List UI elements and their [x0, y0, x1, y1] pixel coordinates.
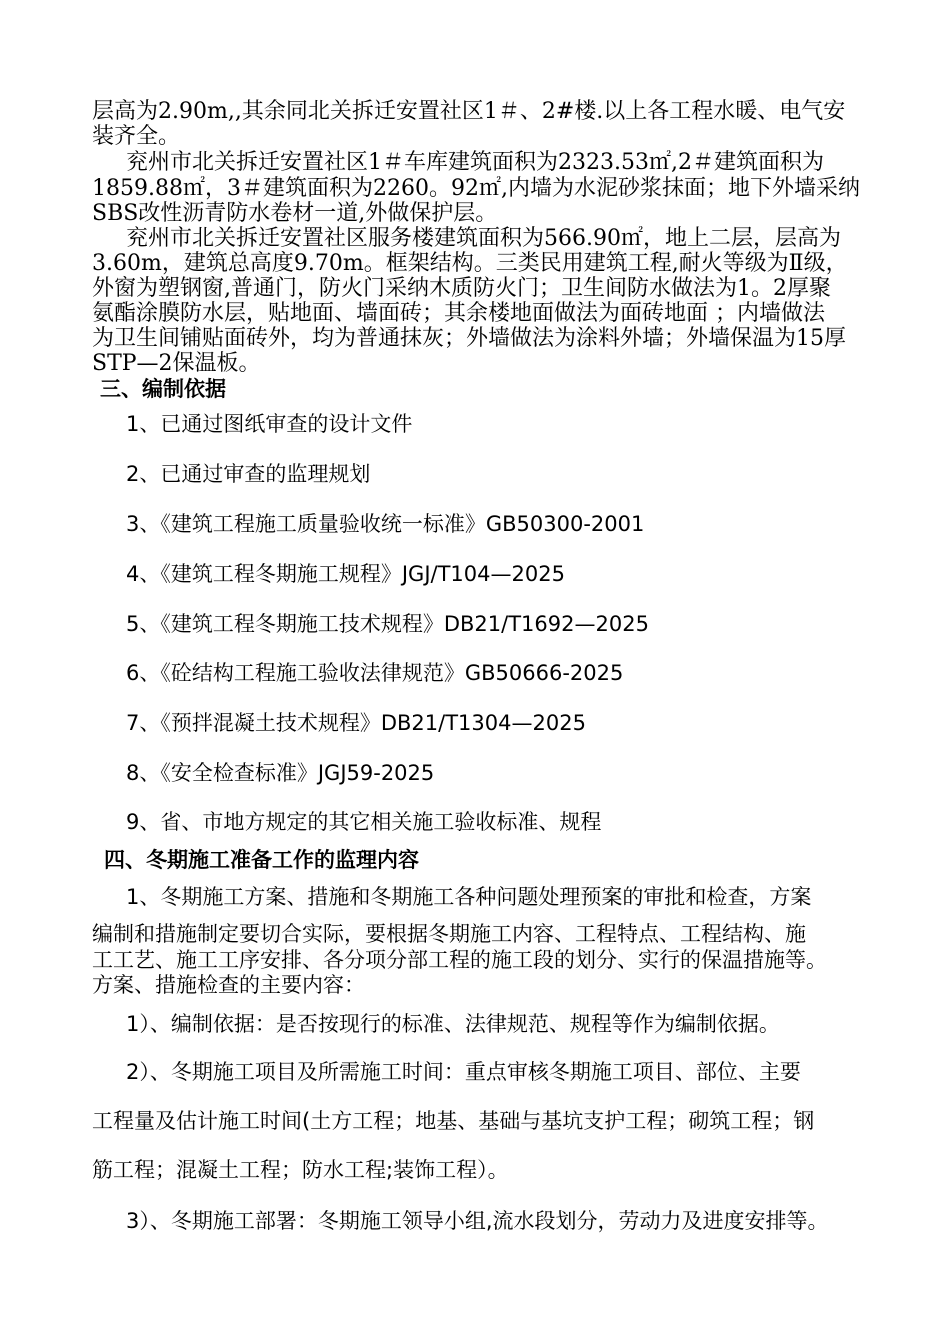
section4-item-2-line2: 工程量及估计施工时间(土方工程；地基、基础与基坑支护工程；砌筑工程；钢	[92, 1109, 815, 1133]
section4-heading: 四、冬期施工准备工作的监理内容	[104, 848, 419, 872]
intro-p3-line5: 为卫生间铺贴面砖外，均为普通抹灰；外墙做法为涂料外墙；外墙保温为15厚	[92, 326, 846, 351]
section3-item-9: 9、省、市地方规定的其它相关施工验收标准、规程	[126, 810, 602, 834]
intro-p3-line1: 兖州市北关拆迁安置社区服务楼建筑面积为566.90㎡，地上二层，层高为	[126, 226, 841, 251]
section4-p1-line4: 方案、措施检查的主要内容：	[92, 973, 365, 997]
section3-item-2: 2、已通过审查的监理规划	[126, 462, 371, 486]
section3-heading: 三、编制依据	[100, 377, 226, 401]
intro-p2-line2: 1859.88㎡，3＃建筑面积为2260。92㎡,内墙为水泥砂浆抹面；地下外墙采纳	[92, 176, 860, 201]
section3-item-6: 6、《砼结构工程施工验收法律规范》GB50666-2025	[126, 661, 624, 685]
section4-p1-line3: 工工艺、施工工序安排、各分项分部工程的施工段的划分、实行的保温措施等。	[92, 948, 827, 972]
section3-item-3: 3、《建筑工程施工质量验收统一标准》GB50300-2001	[126, 512, 645, 536]
intro-p2-line3: SBS改性沥青防水卷材一道,外做保护层。	[92, 201, 498, 226]
section4-item-3: 3）、冬期施工部署：冬期施工领导小组,流水段划分，劳动力及进度安排等。	[126, 1209, 829, 1233]
intro-p1-line2: 装齐全。	[92, 124, 181, 149]
intro-p2-line1: 兖州市北关拆迁安置社区1＃车库建筑面积为2323.53㎡,2＃建筑面积为	[126, 150, 824, 175]
section3-item-5: 5、《建筑工程冬期施工技术规程》DB21/T1692—2025	[126, 612, 649, 636]
section3-item-7: 7、《预拌混凝土技术规程》DB21/T1304—2025	[126, 711, 586, 735]
section4-item-2-line1: 2）、冬期施工项目及所需施工时间：重点审核冬期施工项目、部位、主要	[126, 1060, 801, 1084]
section4-p1-line2: 编制和措施制定要切合实际，要根据冬期施工内容、工程特点、工程结构、施	[92, 922, 806, 946]
section3-item-1: 1、已通过图纸审查的设计文件	[126, 412, 413, 436]
section4-item-1: 1）、编制依据：是否按现行的标准、法律规范、规程等作为编制依据。	[126, 1012, 780, 1036]
intro-p3-line3: 外窗为塑钢窗,普通门，防火门采纳木质防火门；卫生间防水做法为1。2厚聚	[92, 276, 831, 301]
section3-item-8: 8、《安全检查标准》JGJ59-2025	[126, 761, 435, 785]
section3-item-4: 4、《建筑工程冬期施工规程》JGJ/T104—2025	[126, 562, 565, 586]
intro-p3-line6: STP—2保温板。	[92, 351, 261, 376]
intro-p3-line4: 氨酯涂膜防水层，贴地面、墙面砖；其余楼地面做法为面砖地面 ；内墙做法	[92, 301, 825, 326]
section4-p1-line1: 1、冬期施工方案、措施和冬期施工各种问题处理预案的审批和检查，方案	[126, 885, 812, 909]
intro-p3-line2: 3.60m，建筑总高度9.70m。框架结构。三类民用建筑工程,耐火等级为Ⅱ级，	[92, 251, 848, 276]
section4-item-2-line3: 筋工程；混凝土工程；防水工程;装饰工程）。	[92, 1158, 509, 1182]
intro-p1-line1: 层高为2.90m,,其余同北关拆迁安置社区1＃、2#楼.以上各工程水暖、电气安	[92, 99, 846, 124]
